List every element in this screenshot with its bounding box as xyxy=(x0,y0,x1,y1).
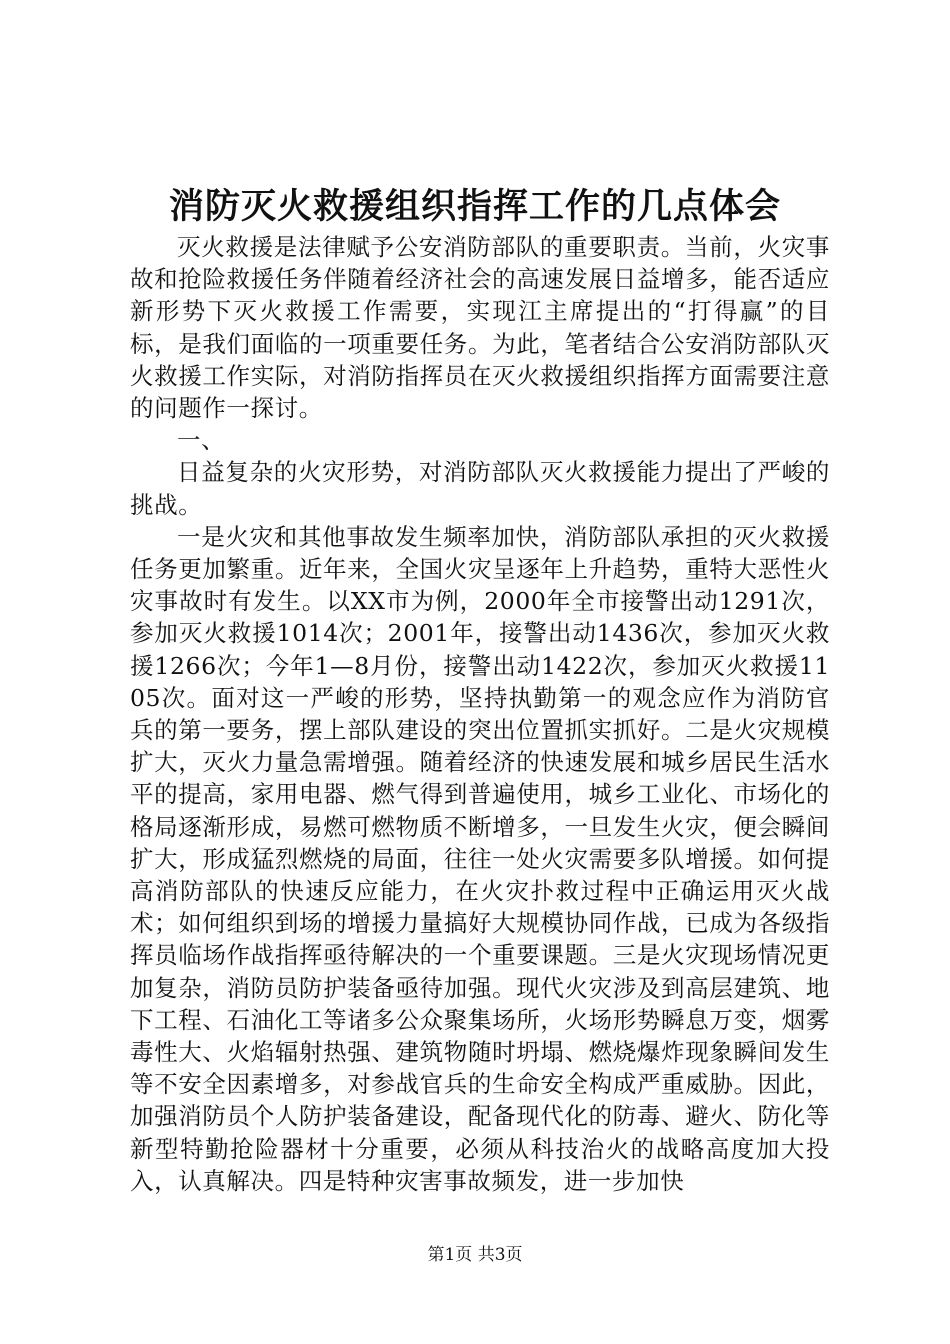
section-heading-one: 一、 xyxy=(177,426,226,455)
paragraph-challenge: 日益复杂的火灾形势，对消防部队灭火救援能力提出了严峻的挑战。 xyxy=(130,458,830,519)
document-body xyxy=(130,231,830,1197)
paragraph-details: 一是火灾和其他事故发生频率加快，消防部队承担的灭火救援任务更加繁重。近年来，全国火灾呈逐年上升趋势，重特大恶性火灾事故时有发生。以XX市为例，2000年全市接警出动1291次，参加灭火救援1014次；2001年，接警出动1436次，参加灭火救援1266次；今年1—8月份，接警出动1422次，参加灭火救援1105次。面对这一严峻的形势，坚持执勤第一的观念应作为消防官兵的第一要务，摆上部队建设的突出位置抓实抓好。二是火灾规模扩大，灭火力量急需增强。随着经济的快速发展和城乡居民生活水平的提高，家用电器、燃气得到普遍使用，城乡工业化、市场化的格局逐渐形成，易燃可燃物质不断增多，一旦发生火灾，便会瞬间扩大，形成猛烈燃烧的局面，往往一处火灾需要多队增援。如何提高消防部队的快速反应能力，在火灾扑救过程中正确运用灭火战术；如何组织到场的增援力量搞好大规模协同作战，已成为各级指挥员临场作战指挥亟待解决的一个重要课题。三是火灾现场情况更加复杂，消防员防护装备亟待加强。现代火灾涉及到高层建筑、地下工程、石油化工等诸多公众聚集场所，火场形势瞬息万变，烟雾毒性大、火焰辐射热强、建筑物随时坍塌、燃烧爆炸现象瞬间发生等不安全因素增多，对参战官兵的生命安全构成严重威胁。因此，加强消防员个人防护装备建设，配备现代化的防毒、避火、防化等新型特勤抢险器材十分重要，必须从科技治火的战略高度加大投入，认真解决。四是特种灾害事故频发，进一步加快 xyxy=(130,522,830,1195)
page-footer: 第1页 共3页 xyxy=(427,1245,523,1265)
paragraph-intro: 灭火救援是法律赋予公安消防部队的重要职责。当前，火灾事故和抢险救援任务伴随着经济社会的高速发展日益增多，能否适应新形势下灭火救援工作需要，实现江主席提出的“打得赢”的目标，是我们面临的一项重要任务。为此，笔者结合公安消防部队灭火救援工作实际，对消防指挥员在灭火救援组织指挥方面需要注意的问题作一探讨。 xyxy=(130,233,830,423)
document-title: 消防灭火救援组织指挥工作的几点体会 xyxy=(168,186,781,227)
